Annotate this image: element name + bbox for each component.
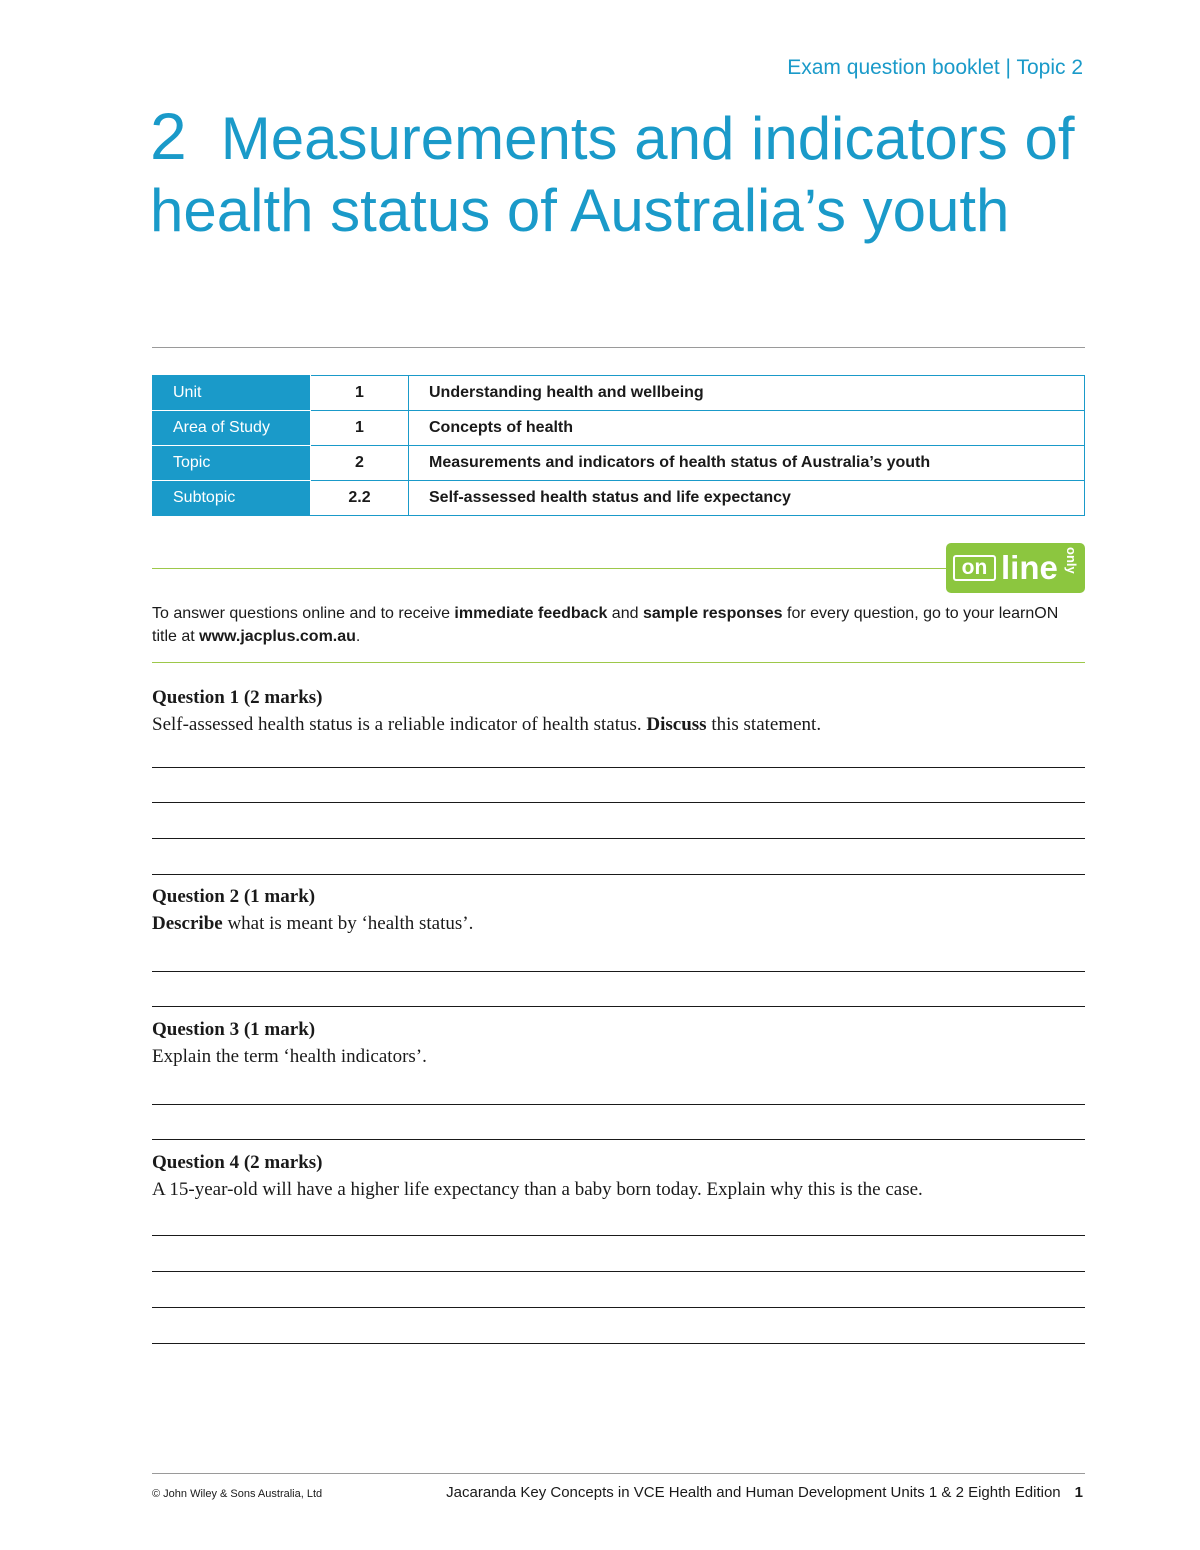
footer-divider [152,1473,1085,1474]
intro-part: . [355,628,361,645]
row-label: Subtopic [153,481,311,516]
table-row [153,446,1085,481]
question-text-part: this statement. [706,714,822,735]
question-marks: (2 marks) [243,1152,323,1173]
answer-line[interactable] [152,802,1085,803]
question-marks: (1 mark) [243,1019,316,1040]
answer-line[interactable] [152,1343,1085,1344]
row-description: Concepts of health [409,411,1085,446]
row-label: Unit [153,376,311,411]
row-value: 2.2 [311,481,409,516]
chapter-title [150,100,1110,247]
intro-part: and [607,605,643,622]
question-heading [152,1150,1085,1176]
title-divider [152,347,1085,348]
question-2 [152,884,1085,938]
online-divider [152,568,947,569]
question-text-part: what is meant by ‘health status’. [222,913,474,934]
intro-emphasis: immediate feedback [454,605,608,622]
intro-part: To answer questions online and to receive [152,605,455,622]
row-label: Topic [153,446,311,481]
question-heading [152,685,1085,711]
copyright-notice: © John Wiley & Sons Australia, Ltd [152,1488,323,1500]
table-row [153,411,1085,446]
page-number: 1 [1074,1484,1083,1501]
row-value: 1 [311,411,409,446]
info-table [152,375,1085,516]
question-1 [152,685,1085,739]
answer-line[interactable] [152,1235,1085,1236]
badge-line-text: line [1001,549,1058,586]
question-text [152,910,1085,938]
question-3 [152,1017,1085,1071]
intro-divider [152,662,1085,663]
question-text [152,1176,1085,1204]
question-marks: (2 marks) [243,687,323,708]
book-title: Jacaranda Key Concepts in VCE Health and Human Development Units 1 & 2 Eighth Edition [446,1484,1061,1501]
answer-line[interactable] [152,1139,1085,1140]
jacplus-link[interactable]: www.jacplus.com.au [199,628,356,645]
booklet-label: Exam question booklet | Topic 2 [787,56,1083,79]
row-label: Area of Study [153,411,311,446]
answer-line[interactable] [152,971,1085,972]
question-label: Question 3 [152,1019,240,1040]
question-heading [152,1017,1085,1043]
answer-line[interactable] [152,1006,1085,1007]
question-label: Question 2 [152,886,240,907]
answer-line[interactable] [152,838,1085,839]
answer-line[interactable] [152,874,1085,875]
answer-line[interactable] [152,1271,1085,1272]
row-value: 2 [311,446,409,481]
question-text-part: Self-assessed health status is a reliable indicator of health status. [152,714,647,735]
question-marks: (1 mark) [243,886,316,907]
chapter-title-text: Measurements and indicators of health status of Australia’s youth [150,105,1075,244]
question-4 [152,1150,1085,1204]
row-description: Measurements and indicators of health status of Australia’s youth [409,446,1085,481]
answer-line[interactable] [152,767,1085,768]
intro-part: for every question, go to your learnON title at [152,605,1059,645]
intro-emphasis: sample responses [642,605,783,622]
intro-text [152,602,1082,648]
answer-line[interactable] [152,1307,1085,1308]
question-text [152,711,1085,739]
question-command-word: Describe [152,913,223,934]
question-command-word: Discuss [646,714,707,735]
question-text [152,1043,1085,1071]
row-value: 1 [311,376,409,411]
table-row [153,481,1085,516]
badge-only-text: only [1064,547,1079,574]
row-description: Self-assessed health status and life expectancy [409,481,1085,516]
answer-line[interactable] [152,1104,1085,1105]
question-text-part: A 15-year-old will have a higher life expectancy than a baby born today. Explain why this is the case. [152,1179,923,1200]
chapter-number: 2 [150,99,187,173]
badge-on-text: on [953,555,996,581]
table-row [153,376,1085,411]
footer-book-info [446,1484,1083,1501]
question-text-part: Explain the term ‘health indicators’. [152,1046,427,1067]
row-description: Understanding health and wellbeing [409,376,1085,411]
question-heading [152,884,1085,910]
question-label: Question 4 [152,1152,240,1173]
question-label: Question 1 [152,687,240,708]
online-only-badge [946,543,1085,593]
